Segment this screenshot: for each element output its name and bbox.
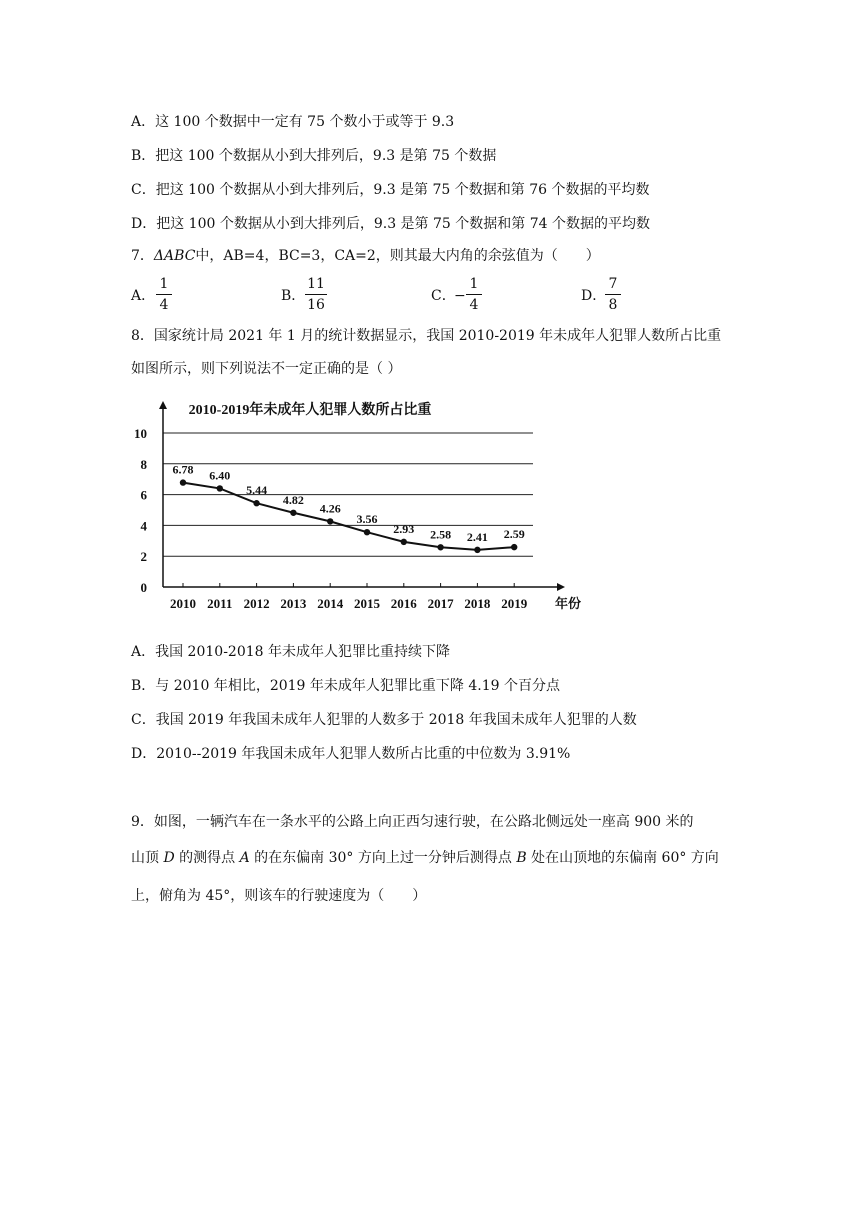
y-tick-label: 8 xyxy=(140,456,147,472)
q6-option-b: B．把这 100 个数据从小到大排列后，9.3 是第 75 个数据 xyxy=(131,148,497,164)
q7-option-b-label: B． xyxy=(281,288,306,304)
y-tick-label: 6 xyxy=(140,487,147,503)
q8-stem-line1: 8．国家统计局 2021 年 1 月的统计数据显示，我国 2010-2019 年未成年人犯罪人数所占比重 xyxy=(131,328,722,344)
q9-point-b: B xyxy=(516,850,527,866)
x-tick-label: 2013 xyxy=(280,596,307,611)
x-tick-label: 2010 xyxy=(170,596,196,611)
fraction-numerator: 7 xyxy=(608,276,618,292)
data-point xyxy=(364,529,370,535)
q6-option-d: D．把这 100 个数据从小到大排列后，9.3 是第 75 个数据和第 74 个数据的平均数 xyxy=(131,216,650,232)
data-label: 6.78 xyxy=(172,462,194,477)
q8-option-b: B．与 2010 年相比，2019 年未成年人犯罪比重下降 4.19 个百分点 xyxy=(131,678,560,694)
series-line xyxy=(183,483,514,550)
fraction-denominator: 4 xyxy=(469,297,479,313)
y-axis-arrow xyxy=(159,401,167,409)
x-tick-label: 2019 xyxy=(501,596,528,611)
q7-option-b-fraction xyxy=(305,275,327,314)
q9-point-a: A xyxy=(239,850,250,866)
fraction-numerator: 1 xyxy=(159,276,169,292)
fraction-denominator: 4 xyxy=(159,297,169,313)
x-tick-label: 2016 xyxy=(390,596,417,611)
fraction-bar xyxy=(305,294,327,295)
q9-text: 山顶 xyxy=(131,850,164,866)
data-label: 4.26 xyxy=(319,501,341,516)
fraction-bar xyxy=(156,294,172,295)
data-label: 2.41 xyxy=(466,529,488,544)
q8-option-d: D．2010--2019 年我国未成年人犯罪人数所占比重的中位数为 3.91% xyxy=(131,746,571,762)
x-tick-label: 2014 xyxy=(317,596,344,611)
data-point xyxy=(437,544,443,550)
data-point xyxy=(401,539,407,545)
x-tick-label: 2011 xyxy=(207,596,233,611)
chart-axes xyxy=(159,401,565,591)
x-tick-label: 2018 xyxy=(464,596,491,611)
fraction-bar xyxy=(466,294,482,295)
data-label: 6.40 xyxy=(209,468,231,483)
q7-option-d-label: D． xyxy=(581,288,607,304)
data-point xyxy=(327,518,333,524)
data-point xyxy=(290,510,296,516)
q9-text: 的测得点 xyxy=(174,850,240,866)
fraction-denominator: 8 xyxy=(608,297,618,313)
chart-title: 2010-2019年未成年人犯罪人数所占比重 xyxy=(188,403,432,418)
x-tick-label: 2012 xyxy=(243,596,270,611)
data-label: 5.44 xyxy=(246,483,268,498)
data-label: 2.59 xyxy=(503,527,525,542)
x-axis-arrow xyxy=(557,583,565,591)
y-tick-label: 10 xyxy=(134,426,147,441)
y-tick-labels xyxy=(134,426,148,595)
x-axis-label: 年份 xyxy=(555,596,582,611)
data-point xyxy=(217,485,223,491)
q9-text: 的在东偏南 30° 方向上过一分钟后测得点 xyxy=(249,850,517,866)
line-chart xyxy=(125,395,595,620)
q8-option-a: A．我国 2010-2018 年未成年人犯罪比重持续下降 xyxy=(131,644,450,660)
q7-stem-text: 中，AB=4，BC=3，CA=2，则其最大内角的余弦值为（ ） xyxy=(195,248,600,264)
q7-triangle: ΔABC xyxy=(153,248,196,264)
data-point xyxy=(511,544,517,550)
q8-stem-line2: 如图所示，则下列说法不一定正确的是（ ） xyxy=(131,361,402,377)
fraction-numerator: 11 xyxy=(307,276,325,292)
q7-option-c-fraction xyxy=(466,275,482,314)
q9-line1: 9．如图，一辆汽车在一条水平的公路上向正西匀速行驶，在公路北侧远处一座高 900 米的 xyxy=(131,814,694,830)
fraction-denominator: 16 xyxy=(307,297,325,313)
y-tick-label: 4 xyxy=(140,518,147,534)
q9-point-d: D xyxy=(163,850,175,866)
q7-stem xyxy=(131,246,600,266)
q7-option-a-fraction xyxy=(156,275,172,314)
q9-text: 处在山顶地的东偏南 60° 方向 xyxy=(526,850,719,866)
fraction-bar xyxy=(605,294,621,295)
q7-number: 7． xyxy=(131,248,154,264)
data-label: 2.58 xyxy=(430,527,452,542)
data-label: 4.82 xyxy=(282,492,304,507)
data-point xyxy=(253,500,259,506)
data-labels xyxy=(173,463,525,544)
x-tick-labels xyxy=(170,596,528,611)
y-tick-label: 0 xyxy=(140,580,147,595)
q6-option-a: A．这 100 个数据中一定有 75 个数小于或等于 9.3 xyxy=(131,114,455,130)
q9-line2 xyxy=(131,848,719,868)
q8-option-c: C．我国 2019 年我国未成年人犯罪的人数多于 2018 年我国未成年人犯罪的人数 xyxy=(131,712,637,728)
data-point xyxy=(180,479,186,485)
x-tick-label: 2015 xyxy=(354,596,380,611)
fraction-numerator: 1 xyxy=(469,276,479,292)
y-tick-label: 2 xyxy=(140,549,147,565)
data-point xyxy=(474,547,480,553)
data-label: 3.56 xyxy=(356,512,378,527)
q7-option-a-label: A． xyxy=(131,288,156,304)
q6-option-c: C．把这 100 个数据从小到大排列后，9.3 是第 75 个数据和第 76 个数据的平均数 xyxy=(131,182,650,198)
x-tick-label: 2017 xyxy=(427,596,454,611)
data-label: 2.93 xyxy=(393,521,415,536)
q7-option-d-fraction xyxy=(605,275,621,314)
q7-option-c-sign: − xyxy=(454,288,466,304)
q7-option-c-label: C． xyxy=(431,288,456,304)
q9-line3: 上，俯角为 45°，则该车的行驶速度为（ ） xyxy=(131,888,427,904)
